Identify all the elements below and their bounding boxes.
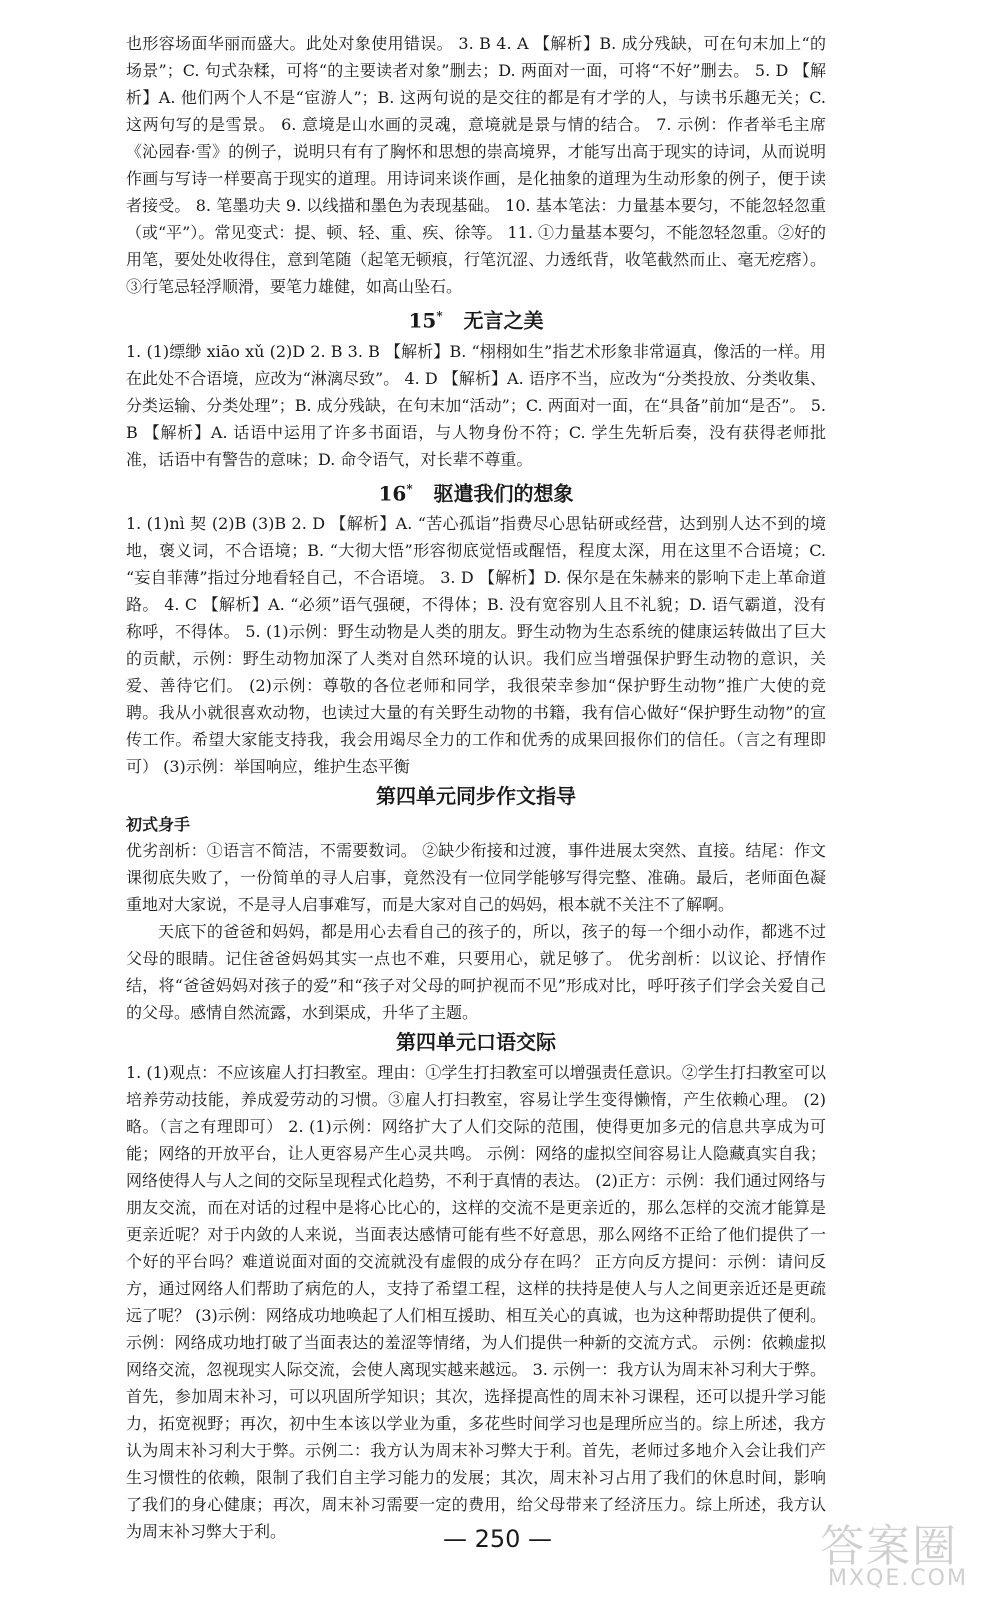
watermark-url: MXQE.COM [828, 1566, 968, 1591]
section-number: 15 [408, 308, 437, 333]
oral-title: 第四单元口语交际 [396, 1030, 556, 1055]
composition-subheading: 初式身手 [126, 815, 191, 835]
answer-paragraph: 天底下的爸爸和妈妈，都是用心去看自己的孩子的，所以，孩子的每一个细小动作，都逃不过父母的眼睛。记住爸爸妈妈其实一点也不难，只要用心，就足够了。 优劣剖析：以议论、抒情作结，将“爸爸妈妈对孩子的爱”和“孩子对父母的呵护视而不见”形成对比，呼吁孩子们学会关爱自己的父母。感情自然流露，水到渠成，升华了主题。 [126, 922, 826, 1023]
answer-paragraph: 1. (1)缥缈 xiāo xǔ (2)D 2. B 3. B 【解析】B. “栩栩如生”指艺术形象非常逼真，像活的一样。用在此处不合语境，应改为“淋漓尽致”。 4. D 【解析】A. 语序不当，应改为“分类投放、分类收集、分类运输、分类处理”；B. 成分残缺，在句末加“活动”；C. 两面对一面，在“具备”前加“是否”。 5. B 【解析】A. 话语中运用了许多书面语，与人物身份不符；C. 学生先斩后奏，没有获得老师批准，话语中有警告的意味；D. 命令语气，对长辈不尊重。 [126, 341, 826, 469]
answer-paragraph: 1. (1)nì 契 (2)B (3)B 2. D 【解析】A. “苦心孤诣”指费尽心思钻研或经营，达到别人达不到的境地，褒义词，不合语境；B. “大彻大悟”形容彻底觉悟或醒悟，程度太深，用在这里不合语境；C. “妄自菲薄”指过分地看轻自己，不合语境。 3. D 【解析】D. 保尔是在朱赫来的影响下走上革命道路。 4. C 【解析】A. “必须”语气强硬，不得体；B. 没有宽容别人且不礼貌；D. 语气霸道，没有称呼，不得体。 5. (1)示例：野生动物是人类的朋友。野生动物为生态系统的健康运转做出了巨大的贡献，示例：野生动物加深了人类对自然环境的认识。我们应当增强保护野生动物的意识，关爱、善待它们。 (2)示例：尊敬的各位老师和同学，我很荣幸参加“保护野生动物”推广大使的竞聘。我从小就很喜欢动物，也读过大量的有关野生动物的书籍，我有信心做好“保护野生动物”的宣传工作。希望大家能支持我，我会用竭尽全力的工作和优秀的成果回报你们的信任。（言之有理即可） (3)示例：举国响应，维护生态平衡 [126, 514, 826, 777]
section-title-text: 驱遣我们的想象 [433, 481, 574, 506]
section-number: 16 [378, 481, 407, 506]
watermark-text: 答案圈 [820, 1521, 958, 1572]
section-title-text: 无言之美 [463, 308, 544, 333]
section-title-15 [126, 301, 826, 336]
section-title-16 [126, 474, 826, 509]
star-mark: * [406, 481, 413, 496]
answer-page-content [126, 30, 826, 1545]
watermark-logo [820, 1510, 990, 1595]
page-number: — 250 — [442, 1525, 553, 1553]
star-mark: * [436, 309, 443, 323]
answer-paragraph: 优劣剖析：①语言不简洁，不需要数词。 ②缺少衔接和过渡，事件进展太突然、直接。结尾：作文课彻底失败了，一份简单的寻人启事，竟然没有一位同学能够写得完整、准确。最后，老师面色凝重地对大家说，不是寻人启事难写，而是大家对自己的妈妈，根本就不关注不了解啊。 [126, 841, 826, 915]
composition-title: 第四单元同步作文指导 [376, 784, 576, 809]
answer-paragraph: 也形容场面华丽而盛大。此处对象使用错误。 3. B 4. A 【解析】B. 成分残缺，可在句末加上“的场景”；C. 句式杂糅，可将“的主要读者对象”删去；D. 两面对一面，可将“不好”删去。 5. D 【解析】A. 他们两个人不是“宦游人”；B. 这两句说的是交往的都是有才学的人，与读书乐趣无关；C. 这两句写的是雪景。 6. 意境是山水画的灵魂，意境就是景与情的结合。 7. 示例：作者举毛主席《沁园春·雪》的例子，说明只有有了胸怀和思想的崇高境界，才能写出高于现实的诗词，从而说明作画与写诗一样要高于现实的道理。用诗词来谈作画，是化抽象的道理为生动形象的例子，便于读者接受。 8. 笔墨功夫 9. 以线描和墨色为表现基础。 10. 基本笔法：力量基本要匀，不能忽轻忽重（或“平”）。常见变式：提、顿、轻、重、疾、徐等。 11. ①力量基本要匀，不能忽轻忽重。②好的用笔，要处处收得住，意到笔随（起笔无顿痕，行笔沉涩、力透纸背，收笔截然而止、毫无疙瘩）。③行笔忌轻浮顺滑，要笔力雄健，如高山坠石。 [126, 34, 826, 296]
answer-paragraph: 1. (1)观点：不应该雇人打扫教室。理由：①学生打扫教室可以增强责任意识。②学生打扫教室可以培养劳动技能，养成爱劳动的习惯。③雇人打扫教室，容易让学生变得懒惰，产生依赖心理。 (2)略。（言之有理即可） 2. (1)示例：网络扩大了人们交际的范围，使得更加多元的信息共享成为可能；网络的开放平台，让人更容易产生心灵共鸣。 示例：网络的虚拟空间容易让人隐藏真实自我；网络使得人与人之间的交际呈现程式化趋势，不利于真情的表达。 (2)正方：示例：我们通过网络与朋友交流，而在对话的过程中是将心比心的，这样的交流不是更亲近的，那么怎样的交流才能算是更亲近呢？对于内敛的人来说，当面表达感情可能有些不好意思，那么网络不正给了他们提供了一个好的平台吗？难道说面对面的交流就没有虚假的成分存在吗？ 正方向反方提问：示例：请问反方，通过网络人们帮助了病危的人，支持了希望工程，这样的扶持是使人与人之间更亲近还是更疏远了呢？ (3)示例：网络成功地唤起了人们相互援助、相互关心的真诚，也为这种帮助提供了便利。 示例：网络成功地打破了当面表达的羞涩等情绪，为人们提供一种新的交流方式。 示例：依赖虚拟网络交流，忽视现实人际交流，会使人离现实越来越远。 3. 示例一：我方认为周末补习利大于弊。首先，参加周末补习，可以巩固所学知识；其次，选择提高性的周末补习课程，还可以提升学习能力，拓宽视野；再次，初中生本该以学业为重，多花些时间学习也是理所应当的。综上所述，我方认为周末补习利大于弊。示例二：我方认为周末补习弊大于利。首先，老师过多地介入会让我们产生习惯性的依赖，限制了我们自主学习能力的发展；其次，周末补习占用了我们的休息时间，影响了我们的身心健康；再次，周末补习需要一定的费用，给父母带来了经济压力。综上所述，我方认为周末补习弊大于利。 [126, 1063, 826, 1542]
